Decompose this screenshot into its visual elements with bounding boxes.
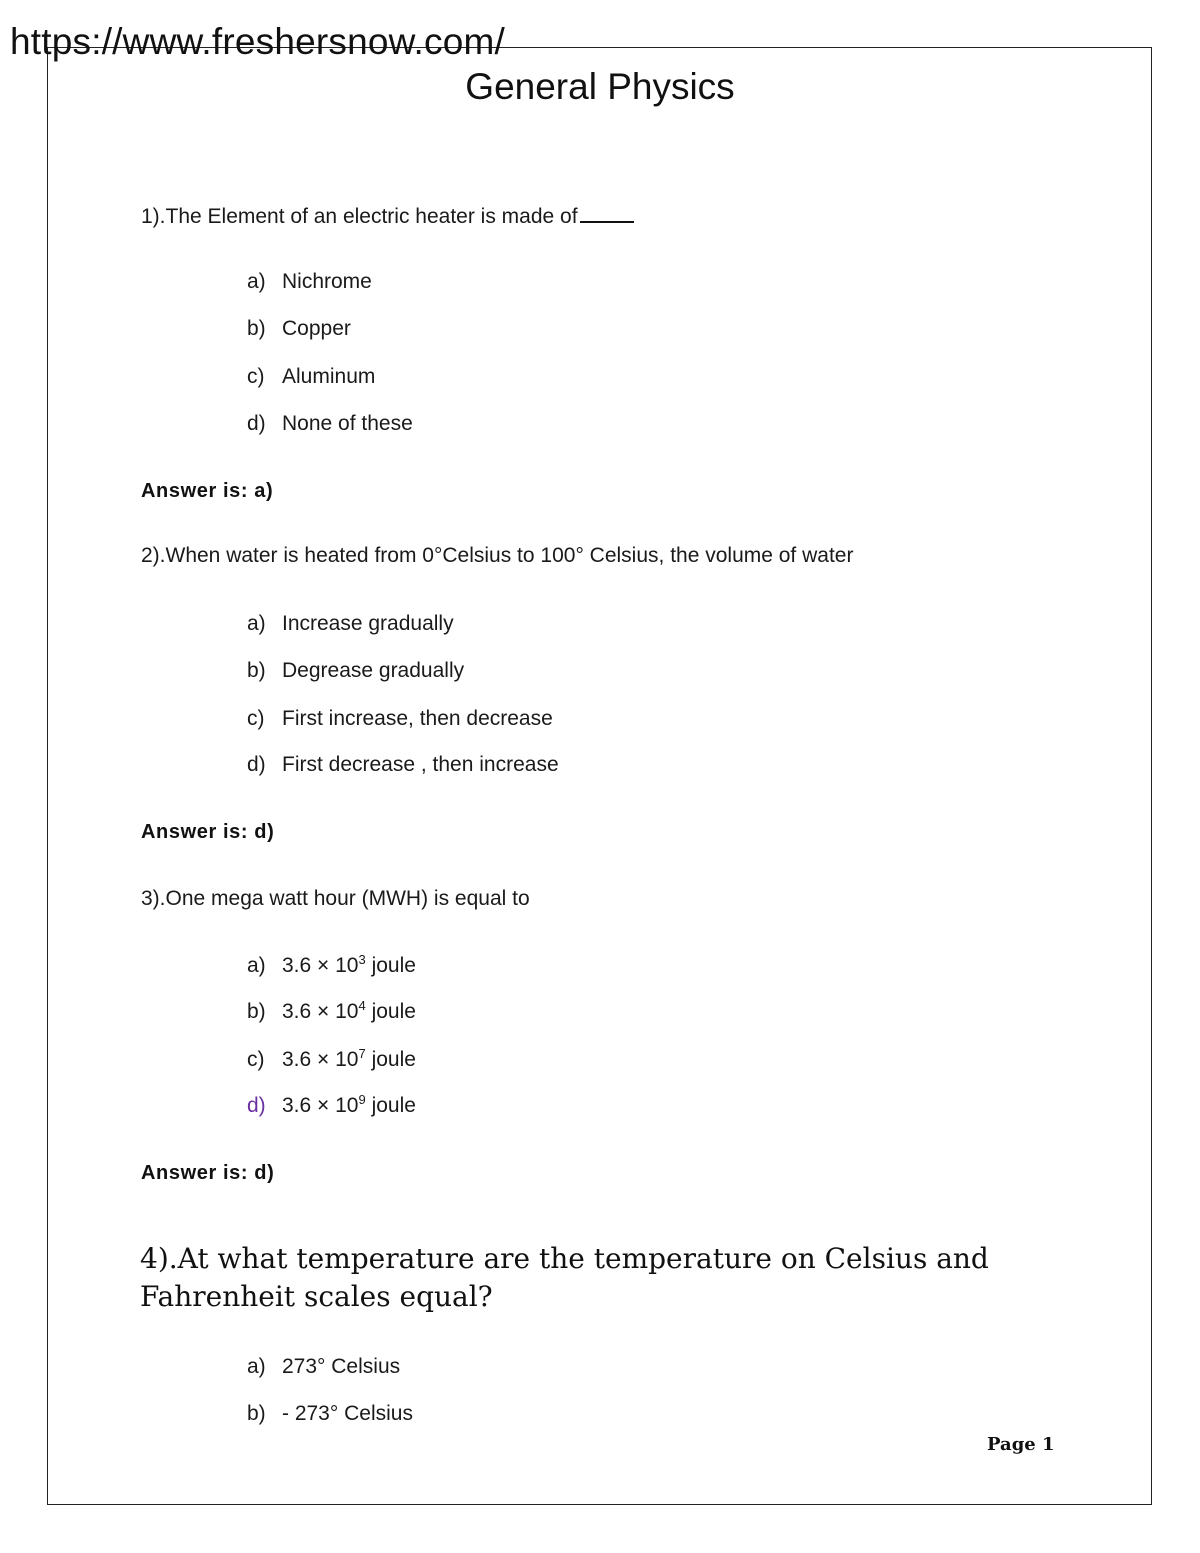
option-exponent: 7 — [358, 1046, 366, 1061]
option-letter: b) — [247, 1000, 266, 1023]
option-base: 3.6 × 10 — [282, 1094, 359, 1117]
question-2-option-c — [247, 704, 553, 734]
option-unit: joule — [371, 1000, 416, 1023]
question-2: 2).When water is heated from 0°Celsius to 100° Celsius, the volume of water — [141, 544, 854, 567]
option-text: Copper — [282, 317, 351, 340]
option-letter: a) — [247, 954, 266, 977]
option-letter: c) — [247, 707, 265, 730]
option-letter: b) — [247, 1402, 266, 1425]
option-base: 3.6 × 10 — [282, 954, 359, 977]
question-2-option-b — [247, 656, 464, 686]
option-letter: b) — [247, 317, 266, 340]
option-unit: joule — [371, 954, 416, 977]
option-letter: a) — [247, 270, 266, 293]
option-text: None of these — [282, 412, 413, 435]
option-text: Increase gradually — [282, 612, 454, 635]
question-3-option-a — [247, 951, 416, 981]
question-1-option-d — [247, 409, 413, 439]
option-text: 273° Celsius — [282, 1355, 401, 1378]
option-letter: d) — [247, 753, 266, 776]
option-letter: a) — [247, 612, 266, 635]
option-text: Aluminum — [282, 365, 376, 388]
option-text: First decrease , then increase — [282, 753, 559, 776]
question-1-text: 1).The Element of an electric heater is made of — [141, 205, 578, 228]
question-1 — [141, 201, 634, 232]
question-4-option-a — [247, 1352, 400, 1382]
question-3-answer: Answer is: d) — [141, 1162, 275, 1184]
question-1-answer: Answer is: a) — [141, 480, 274, 502]
option-text: - 273° Celsius — [282, 1402, 413, 1425]
question-3-option-d — [247, 1091, 416, 1121]
option-exponent: 9 — [358, 1092, 366, 1107]
question-3: 3).One mega watt hour (MWH) is equal to — [141, 887, 530, 910]
option-letter: d) — [247, 412, 266, 435]
option-base: 3.6 × 10 — [282, 1048, 359, 1071]
answer-blank — [580, 201, 634, 223]
question-2-option-d — [247, 750, 559, 780]
option-letter: c) — [247, 365, 265, 388]
option-exponent: 3 — [358, 952, 366, 967]
option-unit: joule — [371, 1048, 416, 1071]
option-letter: c) — [247, 1048, 265, 1071]
option-text: Degrease gradually — [282, 659, 465, 682]
question-2-option-a — [247, 609, 454, 639]
page-number: Page 1 — [987, 1434, 1055, 1455]
page-title: General Physics — [465, 66, 735, 107]
question-3-option-b — [247, 997, 416, 1027]
site-url-link[interactable]: https://www.freshersnow.com/ — [10, 21, 506, 62]
question-4: 4).At what temperature are the temperature on Celsius and Fahrenheit scales equal? — [140, 1242, 989, 1313]
question-1-option-b — [247, 314, 351, 344]
option-base: 3.6 × 10 — [282, 1000, 359, 1023]
question-3-option-c — [247, 1045, 416, 1075]
question-1-option-c — [247, 362, 375, 392]
option-letter: d) — [247, 1094, 266, 1117]
option-letter: b) — [247, 659, 266, 682]
option-letter: a) — [247, 1355, 266, 1378]
option-text: Nichrome — [282, 270, 372, 293]
question-2-answer: Answer is: d) — [141, 821, 275, 843]
question-4-option-b — [247, 1399, 413, 1429]
option-unit: joule — [371, 1094, 416, 1117]
option-text: First increase, then decrease — [282, 707, 553, 730]
option-exponent: 4 — [358, 998, 366, 1013]
question-1-option-a — [247, 267, 372, 297]
